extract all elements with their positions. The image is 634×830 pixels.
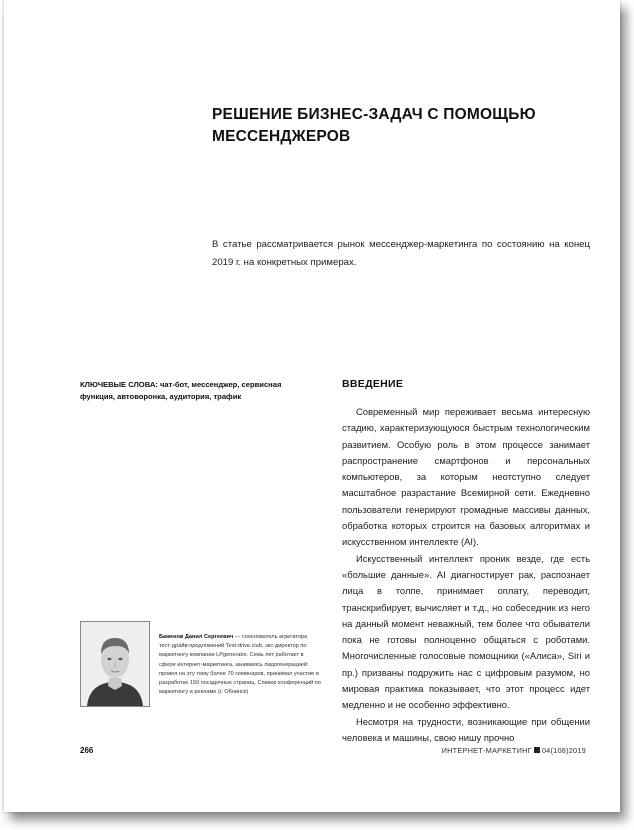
keywords-text: чат-бот, мессенджер, сервисная функция, автоворонка, аудитория, трафик: [80, 380, 282, 401]
page-number: 266: [80, 746, 94, 755]
square-separator-icon: [534, 747, 540, 753]
journal-issue: 04(108)2019: [541, 746, 586, 755]
author-block: [80, 621, 320, 711]
author-bio-text: — сооснователь агрегатора тест-драйв-предложений Test-drive.club, экс-директор по маркетингу компании LPgenerator. Семь лет работает в сфере интернет-маркетинга, занимаясь лидогенерацией: провел на эту тему более 70 семинаров, принимал участие в разработке 150 посадочных страниц. Спикер конференций по маркетингу и рекламе (г. Обнинск): [159, 634, 321, 696]
author-bio: [159, 633, 321, 697]
body-paragraph-2: Искусственный интеллект проник везде, где есть «большие данные». AI диагностирует рак, распознает лица в толпе, принимает оплату, переводит, транскрибирует, вычисляет и т.д., но собеседник из него на данный момент неважный, тем более что обыватели пока не готовы полноценно общаться с роботами. Многочисленные голосовые помощники («Алиса», Siri и пр.) призваны подружить нас с цифровым разумом, но мировая практика показывает, что этот процесс идет медленно и не особенно эффективно.: [342, 552, 590, 711]
body-text: [342, 404, 590, 746]
article-title-line-2: МЕССЕНДЖЕРОВ: [212, 128, 351, 145]
author-photo: [80, 621, 150, 707]
journal-name: ИНТЕРНЕТ-МАРКЕТИНГ: [441, 746, 532, 755]
article-title-line-1: РЕШЕНИЕ БИЗНЕС-ЗАДАЧ С ПОМОЩЬЮ: [212, 106, 536, 123]
author-portrait-icon: [81, 622, 149, 706]
article-abstract: В статье рассматривается рынок мессенджер-маркетинга по состоянию на конец 2019 г. на конкретных примерах.: [212, 239, 590, 268]
body-paragraph-1: Современный мир переживает весьма интересную стадию, характеризующуюся быстрым технологическим развитием. Особую роль в этом процессе занимает распространение смартфонов и персональных компьютеров, за которым неотступно следует масштабное разрастание Всемирной сети. Ежедневно пользователи генерируют громадные массивы данных, обработка которых строится на базовых алгоритмах и искусственном интеллекте (AI).: [342, 406, 590, 548]
article-title: [212, 104, 592, 148]
footer-journal: [442, 746, 586, 755]
keywords-label: КЛЮЧЕВЫЕ СЛОВА:: [80, 380, 158, 389]
keywords-block: [80, 379, 318, 403]
journal-page: [4, 0, 620, 812]
body-paragraph-3: Несмотря на трудности, возникающие при общении человека и машины, свою нишу прочно: [342, 715, 590, 743]
section-heading: ВВЕДЕНИЕ: [342, 378, 404, 390]
author-name: Баженов Данил Сергеевич: [159, 634, 234, 640]
